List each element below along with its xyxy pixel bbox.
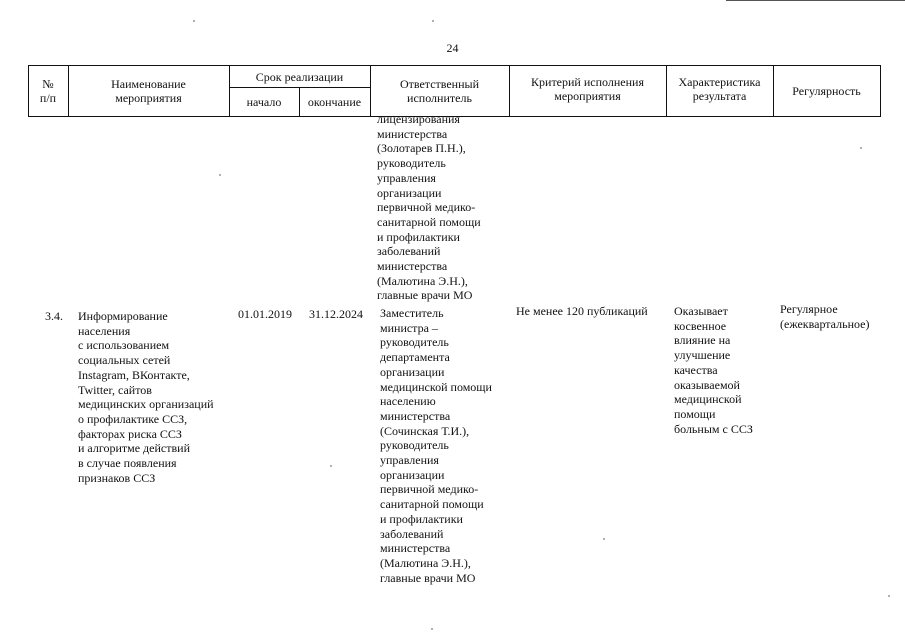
row-name: Информирование населения с использованием социальных сетей Instagram, ВКонтакте, Twitter, сайтов медицинских организаций о профилактике ССЗ, факторах риска ССЗ и алгоритме действий в случае появления признаков ССЗ — [78, 309, 214, 485]
header-num: № п/п — [39, 77, 57, 105]
header-regularity: Регулярность — [792, 84, 861, 98]
row-criterion: Не менее 120 публикаций — [516, 304, 648, 318]
row-result: Оказывает косвенное влияние на улучшение качества оказываемой медицинской помощи больным с ССЗ — [674, 304, 753, 436]
col-border — [880, 65, 881, 116]
header-result: Характеристика результата — [678, 75, 761, 103]
scan-speck — [860, 147, 862, 149]
header-end: окончание — [307, 95, 362, 109]
page-number: 24 — [446, 41, 459, 55]
continued-responsible-text: лицензирования министерства (Золотарев П.Н.), руководитель управления организации первичной медико- санитарной помощи и профилактики заболеваний министерства (Малютина Э.Н.), главные врачи МО — [377, 112, 481, 303]
scan-speck — [219, 174, 221, 176]
scan-speck — [193, 20, 195, 22]
row-number: 3.4. — [45, 309, 63, 323]
row-responsible: Заместитель министра – руководитель департамента организации медицинской помощи населению министерства (Сочинская Т.И.), руководитель управления организации первичной медико- санитарной помощи и профилактики заболеваний министерства (Малютина Э.Н.), главные врачи МО — [380, 306, 492, 585]
scan-speck — [330, 465, 332, 467]
header-responsible: Ответственный исполнитель — [399, 77, 480, 105]
header-start: начало — [246, 95, 282, 109]
scan-speck — [432, 20, 434, 22]
header-criterion: Критерий исполнения мероприятия — [531, 75, 644, 103]
header-period: Срок реализации — [255, 69, 344, 84]
row-start-date: 01.01.2019 — [238, 307, 292, 321]
scan-speck — [888, 595, 890, 597]
row-end-date: 31.12.2024 — [309, 307, 363, 321]
scan-edge-line — [726, 0, 905, 1]
scan-speck — [431, 628, 433, 630]
scan-speck — [603, 538, 605, 540]
row-regularity: Регулярное (ежеквартальное) — [780, 302, 870, 331]
header-name: Наименование мероприятия — [111, 77, 186, 105]
